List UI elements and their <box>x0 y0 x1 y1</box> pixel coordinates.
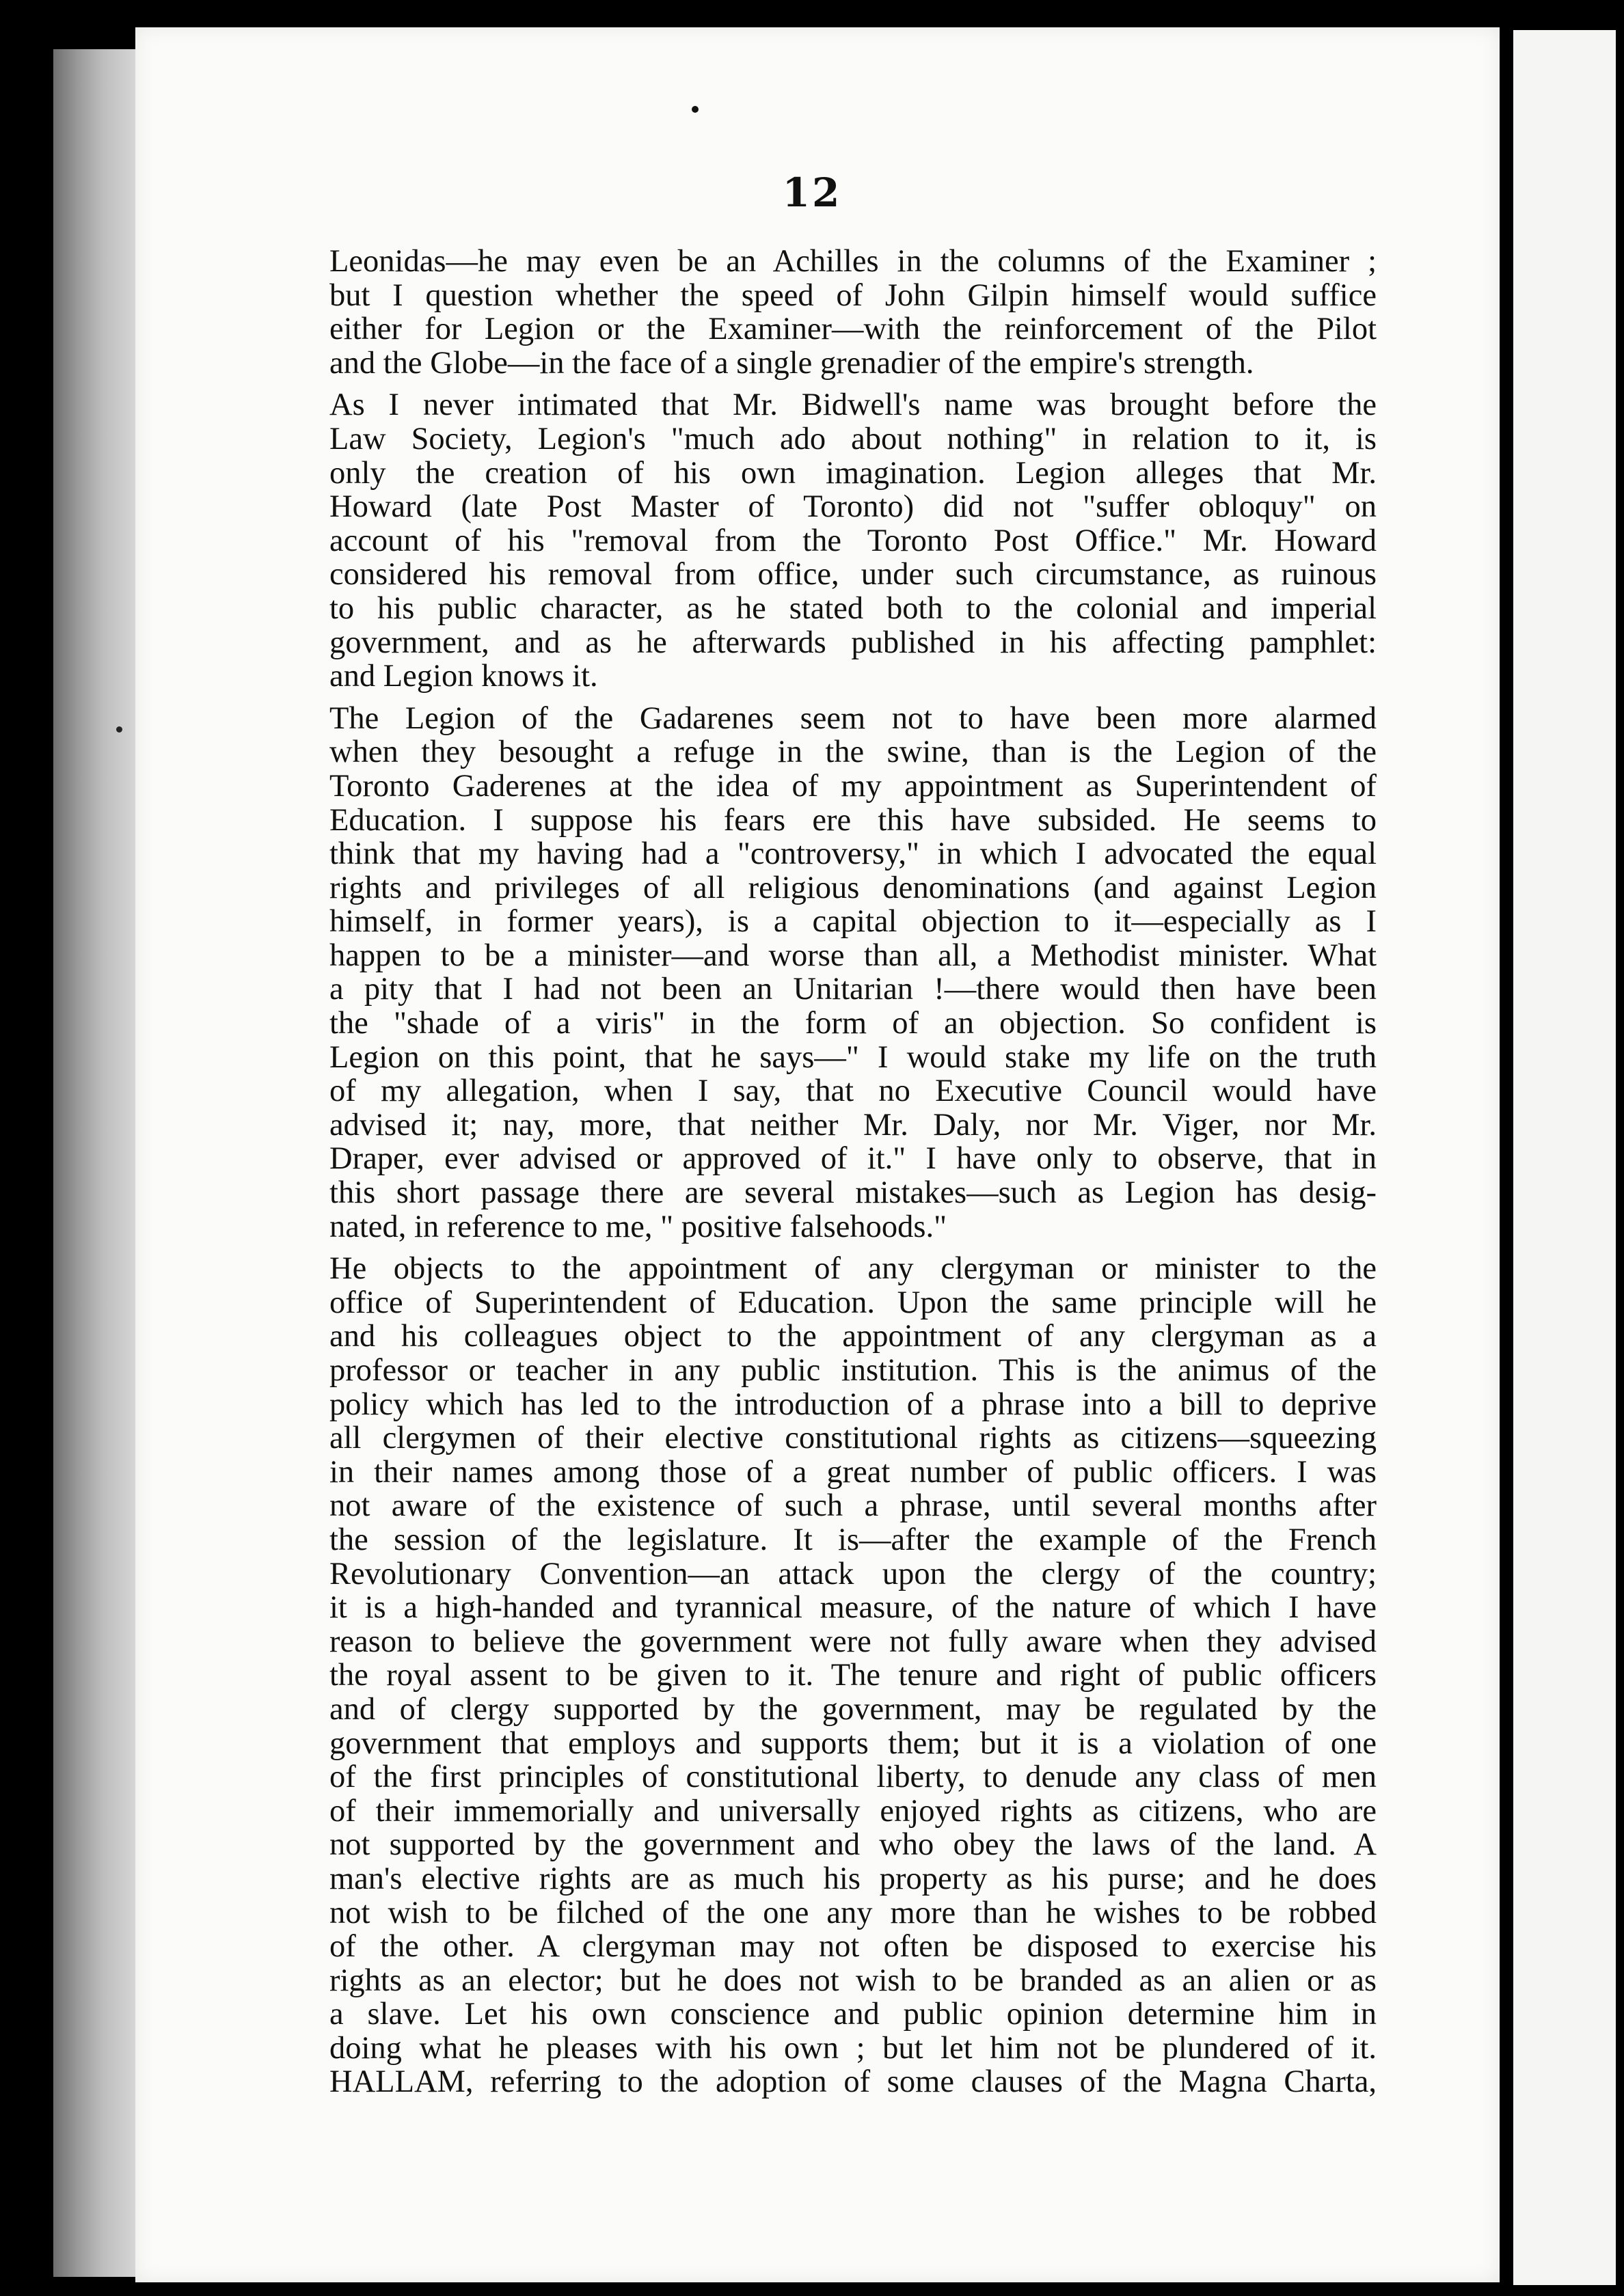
body-text <box>329 245 1377 2099</box>
next-page-edge <box>1513 30 1616 2285</box>
text-line: rights as an elector; but he does not wish to be branded as an alien or as <box>329 1963 1377 1998</box>
text-line: either for Legion or the Examiner—with the reinforcement of the Pilot <box>329 312 1377 346</box>
text-line: it is a high-handed and tyrannical measure, of the nature of which I have <box>329 1591 1377 1625</box>
text-line: and of clergy supported by the government, may be regulated by the <box>329 1692 1377 1727</box>
text-line: policy which has led to the introduction of a phrase into a bill to deprive <box>329 1387 1377 1422</box>
text-line: and the Globe—in the face of a single grenadier of the empire's strength. <box>329 346 1254 381</box>
text-line: in their names among those of a great number of public officers. I was <box>329 1455 1377 1490</box>
text-line: the "shade of a viris" in the form of an objection. So confident is <box>329 1007 1377 1041</box>
text-line: rights and privileges of all religious denominations (and against Legion <box>329 871 1377 905</box>
text-line: He objects to the appointment of any clergyman or minister to the <box>329 1252 1377 1286</box>
text-line: doing what he pleases with his own ; but let him not be plundered of it. <box>329 2031 1377 2066</box>
text-line: As I never intimated that Mr. Bidwell's name was brought before the <box>329 388 1377 422</box>
text-line: and his colleagues object to the appointment of any clergyman as a <box>329 1320 1377 1354</box>
text-line: to his public character, as he stated both to the colonial and imperial <box>329 591 1377 626</box>
text-line: government that employs and supports them; but it is a violation of one <box>329 1726 1377 1761</box>
text-line: considered his removal from office, under such circumstance, as ruinous <box>329 558 1377 592</box>
text-line: happen to be a minister—and worse than all, a Methodist minister. What <box>329 938 1377 973</box>
text-line: not wish to be filched of the one any more than he wishes to be robbed <box>329 1896 1377 1930</box>
text-line: nated, in reference to me, " positive falsehoods." <box>329 1210 947 1244</box>
text-line: but I question whether the speed of John Gilpin himself would suffice <box>329 278 1377 313</box>
text-line: Leonidas—he may even be an Achilles in the columns of the Examiner ; <box>329 245 1377 279</box>
text-line: not supported by the government and who obey the laws of the land. A <box>329 1828 1377 1862</box>
text-line: himself, in former years), is a capital objection to it—especially as I <box>329 905 1377 939</box>
paragraph-2 <box>329 388 1377 693</box>
paragraph-1 <box>329 245 1377 380</box>
text-line: Education. I suppose his fears ere this have subsided. He seems to <box>329 803 1377 838</box>
text-line: government, and as he afterwards published in his affecting pamphlet: <box>329 625 1377 660</box>
text-line: advised it; nay, more, that neither Mr. Daly, nor Mr. Viger, nor Mr. <box>329 1108 1377 1143</box>
text-line: Draper, ever advised or approved of it." I have only to observe, that in <box>329 1142 1377 1177</box>
text-line: a slave. Let his own conscience and public opinion determine him in <box>329 1997 1377 2032</box>
text-line: only the creation of his own imagination. Legion alleges that Mr. <box>329 456 1377 491</box>
text-line: all clergymen of their elective constitutional rights as citizens—squeezing <box>329 1421 1377 1456</box>
text-line: Law Society, Legion's "much ado about nothing" in relation to it, is <box>329 422 1377 456</box>
text-line: not aware of the existence of such a phrase, until several months after <box>329 1489 1377 1523</box>
text-line: professor or teacher in any public institution. This is the animus of the <box>329 1354 1377 1388</box>
text-line: the session of the legislature. It is—after the example of the French <box>329 1522 1377 1557</box>
text-line: man's elective rights are as much his property as his purse; and he does <box>329 1861 1377 1896</box>
paragraph-3 <box>329 702 1377 1244</box>
text-line: of my allegation, when I say, that no Executive Council would have <box>329 1074 1377 1108</box>
text-line: of the first principles of constitutional liberty, to denude any class of men <box>329 1760 1377 1794</box>
text-line: think that my having had a "controversy," in which I advocated the equal <box>329 837 1377 871</box>
text-line: the royal assent to be given to it. The tenure and right of public officers <box>329 1658 1377 1693</box>
text-line: office of Superintendent of Education. Upon the same principle will he <box>329 1285 1377 1320</box>
paragraph-4 <box>329 1252 1377 2099</box>
margin-mark <box>116 726 122 733</box>
printing-mark <box>692 106 699 113</box>
text-line: of their immemorially and universally enjoyed rights as citizens, who are <box>329 1794 1377 1829</box>
text-line: Toronto Gaderenes at the idea of my appointment as Superintendent of <box>329 769 1377 804</box>
text-line: when they besought a refuge in the swine, than is the Legion of the <box>329 735 1377 769</box>
text-line: of the other. A clergyman may not often be disposed to exercise his <box>329 1930 1377 1964</box>
text-line: a pity that I had not been an Unitarian !—there would then have been <box>329 972 1377 1007</box>
page-number: 12 <box>782 169 842 216</box>
text-line: Legion on this point, that he says—" I would stake my life on the truth <box>329 1040 1377 1075</box>
text-line: and Legion knows it. <box>329 659 598 694</box>
text-line: this short passage there are several mistakes—such as Legion has desig- <box>329 1176 1377 1210</box>
text-line: The Legion of the Gadarenes seem not to have been more alarmed <box>329 701 1377 736</box>
text-line: Revolutionary Convention—an attack upon the clergy of the country; <box>329 1557 1377 1591</box>
text-line: account of his "removal from the Toronto Post Office." Mr. Howard <box>329 523 1377 558</box>
text-line: HALLAM, referring to the adoption of some clauses of the Magna Charta, <box>329 2065 1377 2100</box>
text-line: reason to believe the government were not fully aware when they advised <box>329 1624 1377 1659</box>
binding-edge <box>53 49 135 2277</box>
text-line: Howard (late Post Master of Toronto) did not "suffer obloquy" on <box>329 490 1377 524</box>
